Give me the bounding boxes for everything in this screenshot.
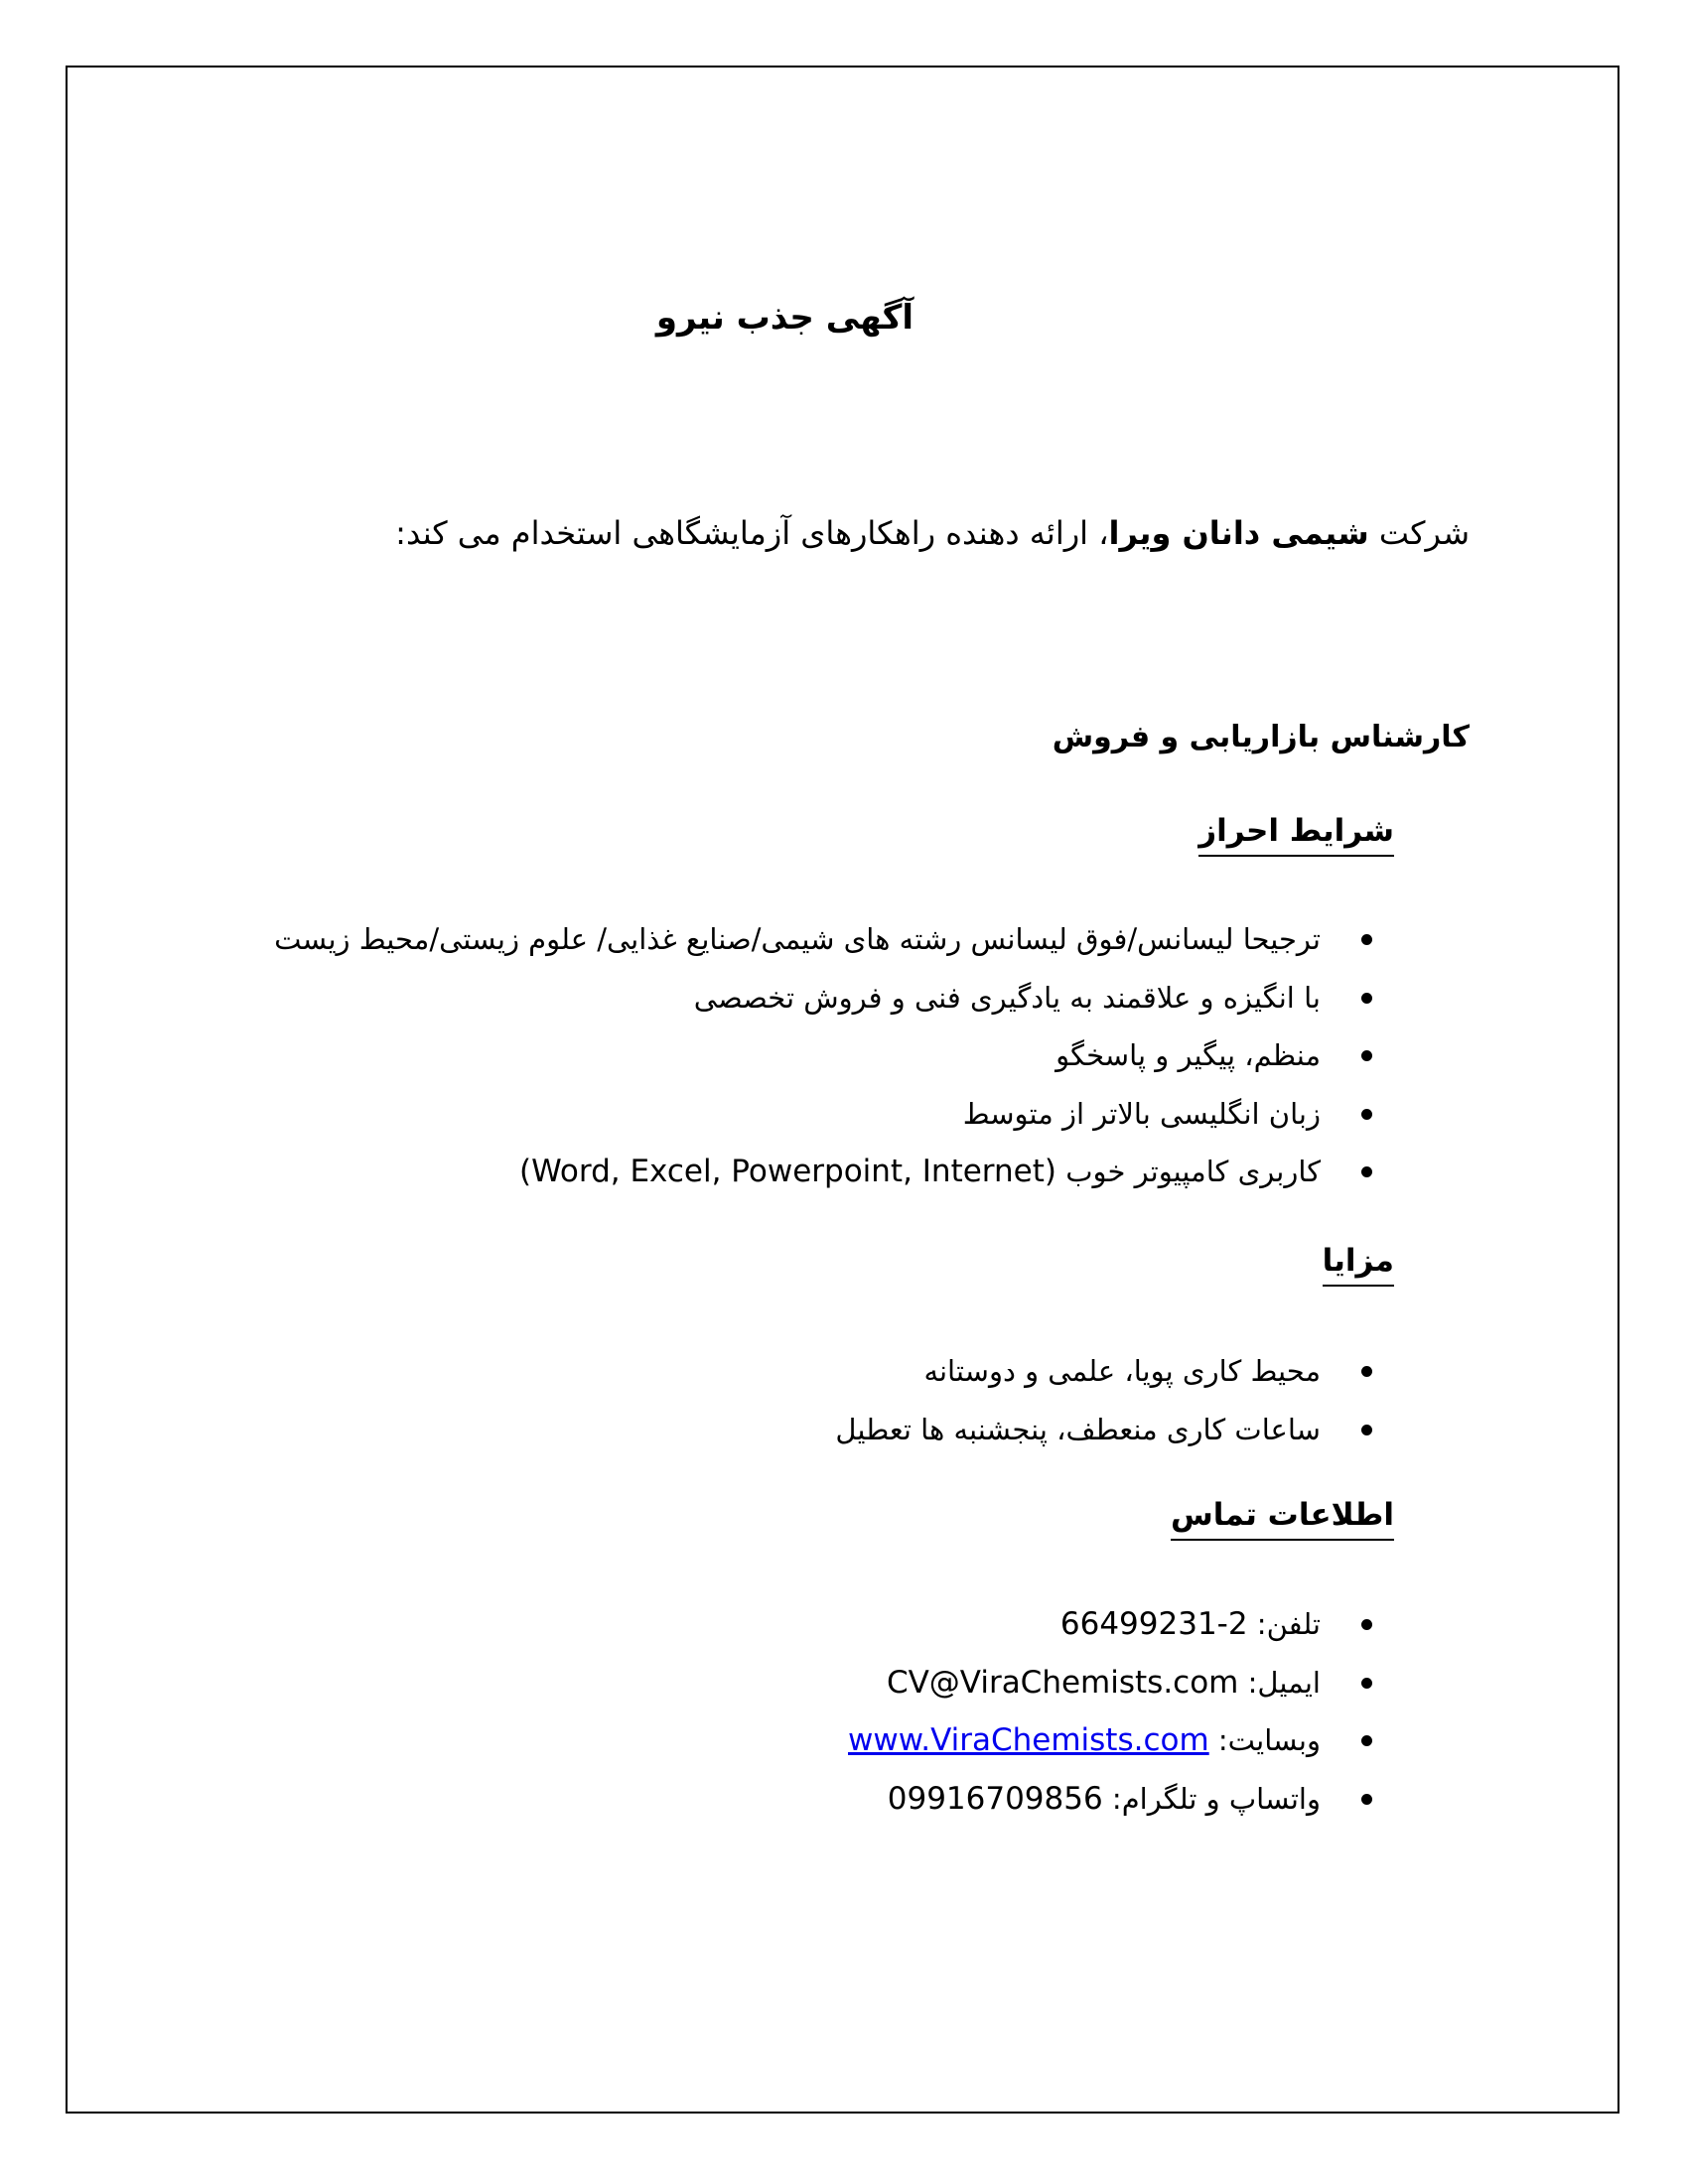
benefits-heading: مزایا bbox=[1323, 1241, 1394, 1287]
intro-prefix: شرکت bbox=[1368, 514, 1470, 552]
contact-phone: تلفن: 66499231-2 bbox=[848, 1595, 1321, 1654]
list-item: کاربری کامپیوتر خوب (Word, Excel, Powerpoint, Internet) bbox=[274, 1143, 1321, 1201]
email-address: CV@ViraChemists.com bbox=[886, 1664, 1239, 1701]
requirements-list bbox=[274, 910, 1321, 1201]
bullet-icon bbox=[1361, 1166, 1372, 1177]
messenger-number: 09916709856 bbox=[887, 1780, 1103, 1817]
list-item: محیط کاری پویا، علمی و دوستانه bbox=[835, 1342, 1321, 1401]
benefits-list bbox=[835, 1342, 1321, 1458]
bullet-icon bbox=[1361, 1425, 1372, 1435]
list-item: ساعات کاری منعطف، پنجشنبه ها تعطیل bbox=[835, 1401, 1321, 1459]
intro-paragraph bbox=[395, 514, 1470, 552]
list-item: منظم، پیگیر و پاسخگو bbox=[274, 1026, 1321, 1085]
contact-heading: اطلاعات تماس bbox=[1171, 1495, 1394, 1541]
company-name: شیمی دانان ویرا bbox=[1108, 514, 1369, 552]
bullet-icon bbox=[1361, 1619, 1372, 1630]
list-item: ترجیحا لیسانس/فوق لیسانس رشته های شیمی/صنایع غذایی/ علوم زیستی/محیط زیست bbox=[274, 910, 1321, 969]
contact-website: وبسایت: www.ViraChemists.com bbox=[848, 1711, 1321, 1770]
bullet-icon bbox=[1361, 1678, 1372, 1689]
contact-messenger: واتساپ و تلگرام: 09916709856 bbox=[848, 1770, 1321, 1829]
bullet-icon bbox=[1361, 1050, 1372, 1061]
requirements-heading: شرایط احراز bbox=[1198, 811, 1394, 857]
intro-suffix: ، ارائه دهنده راهکارهای آزمایشگاهی استخدام می کند: bbox=[395, 514, 1109, 552]
bullet-icon bbox=[1361, 1735, 1372, 1746]
list-item: زبان انگلیسی بالاتر از متوسط bbox=[274, 1085, 1321, 1144]
page-title: آگهی جذب نیرو bbox=[655, 298, 914, 338]
list-item: با انگیزه و علاقمند به یادگیری فنی و فروش تخصصی bbox=[274, 969, 1321, 1027]
contact-list bbox=[848, 1595, 1321, 1828]
bullet-icon bbox=[1361, 993, 1372, 1004]
bullet-icon bbox=[1361, 1366, 1372, 1377]
phone-number: 66499231-2 bbox=[1059, 1606, 1248, 1642]
website-link[interactable]: www.ViraChemists.com bbox=[848, 1722, 1209, 1758]
bullet-icon bbox=[1361, 934, 1372, 945]
job-title: کارشناس بازاریابی و فروش bbox=[1052, 720, 1470, 754]
bullet-icon bbox=[1361, 1109, 1372, 1120]
contact-email: ایمیل: CV@ViraChemists.com bbox=[848, 1654, 1321, 1712]
bullet-icon bbox=[1361, 1794, 1372, 1805]
